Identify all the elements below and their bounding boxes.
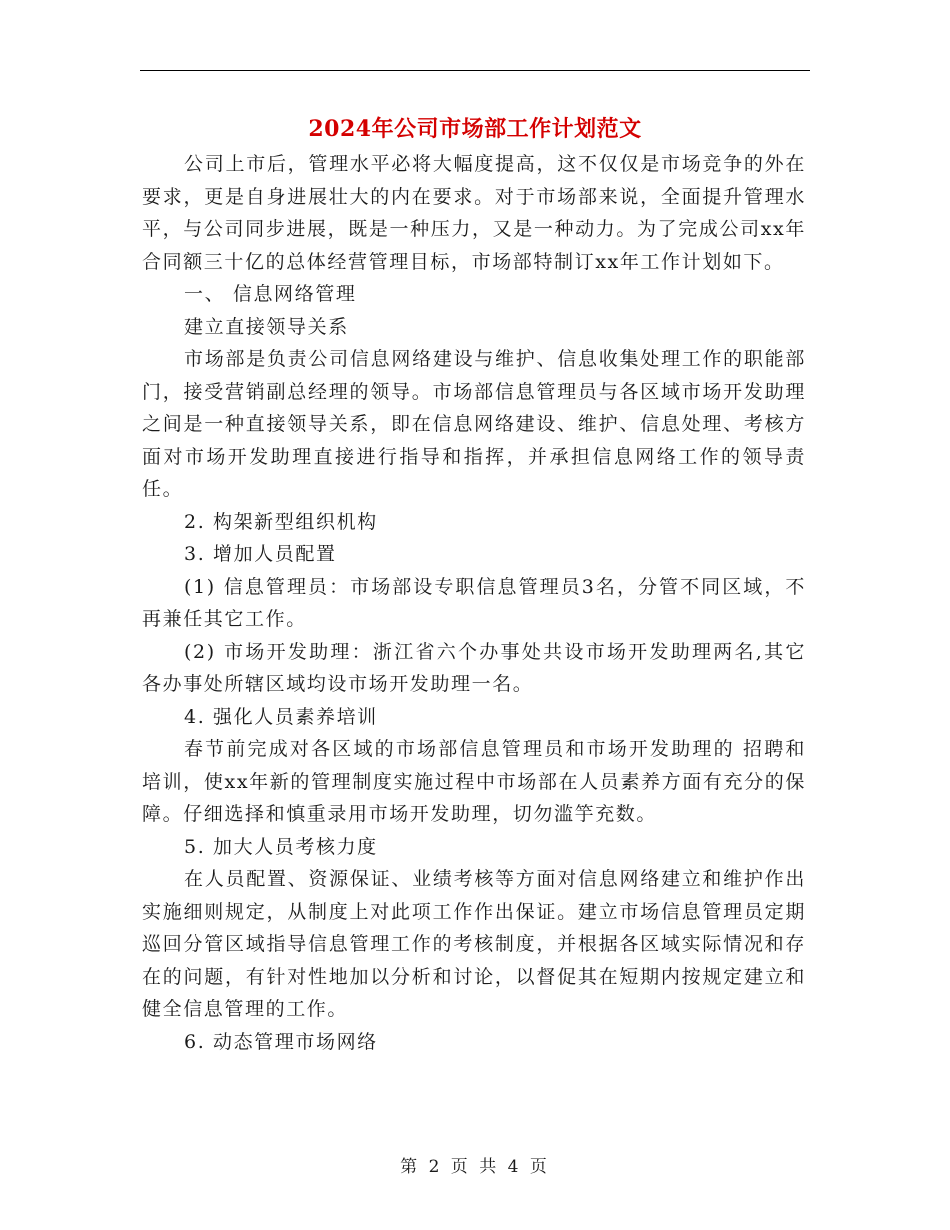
document-body — [142, 148, 806, 1058]
paragraph-training: 春节前完成对各区域的市场部信息管理员和市场开发助理的 招聘和培训，使xx年新的管理制度实施过程中市场部在人员素养方面有充分的保障。仔细选择和慎重录用市场开发助理，切勿滥竽充数。 — [142, 738, 806, 825]
item-3-2-dev-assistant: (2) 市场开发助理：浙江省六个办事处共设市场开发助理两名,其它各办事处所辖区域均设市场开发助理一名。 — [142, 640, 806, 695]
heading-info-network: 一、 信息网络管理 — [184, 283, 357, 305]
paragraph-intro: 公司上市后，管理水平必将大幅度提高，这不仅仅是市场竞争的外在要求，更是自身进展壮大的内在要求。对于市场部来说，全面提升管理水平，与公司同步进展，既是一种压力，又是一种动力。为了完成公司xx年合同额三十亿的总体经营管理目标，市场部特制订xx年工作计划如下。 — [142, 153, 806, 273]
page-footer: 第 2 页 共 4 页 — [400, 1157, 550, 1177]
paragraph-leadership: 市场部是负责公司信息网络建设与维护、信息收集处理工作的职能部门，接受营销副总经理的领导。市场部信息管理员与各区域市场开发助理之间是一种直接领导关系，即在信息网络建设、维护、信息处理、考核方面对市场开发助理直接进行指导和指挥，并承担信息网络工作的领导责任。 — [142, 348, 806, 500]
item-3-staffing: 3. 增加人员配置 — [184, 543, 337, 565]
header-rule — [140, 70, 810, 71]
item-3-1-info-manager: (1) 信息管理员：市场部设专职信息管理员3名，分管不同区域，不再兼任其它工作。 — [142, 575, 806, 630]
item-6-dynamic-management: 6. 动态管理市场网络 — [184, 1030, 378, 1053]
document-title: 2024年公司市场部工作计划范文 — [308, 116, 642, 142]
paragraph-assessment: 在人员配置、资源保证、业绩考核等方面对信息网络建立和维护作出实施细则规定，从制度上对此项工作作出保证。建立市场信息管理员定期巡回分管区域指导信息管理工作的考核制度，并根据各区域实际情况和存在的问题，有针对性地加以分析和讨论，以督促其在短期内按规定建立和健全信息管理的工作。 — [142, 868, 806, 1020]
item-2-organization: 2. 构架新型组织机构 — [184, 510, 378, 533]
subheading-direct-leadership: 建立直接领导关系 — [184, 315, 349, 338]
item-5-assessment: 5. 加大人员考核力度 — [184, 835, 378, 858]
item-4-training: 4. 强化人员素养培训 — [184, 705, 378, 728]
